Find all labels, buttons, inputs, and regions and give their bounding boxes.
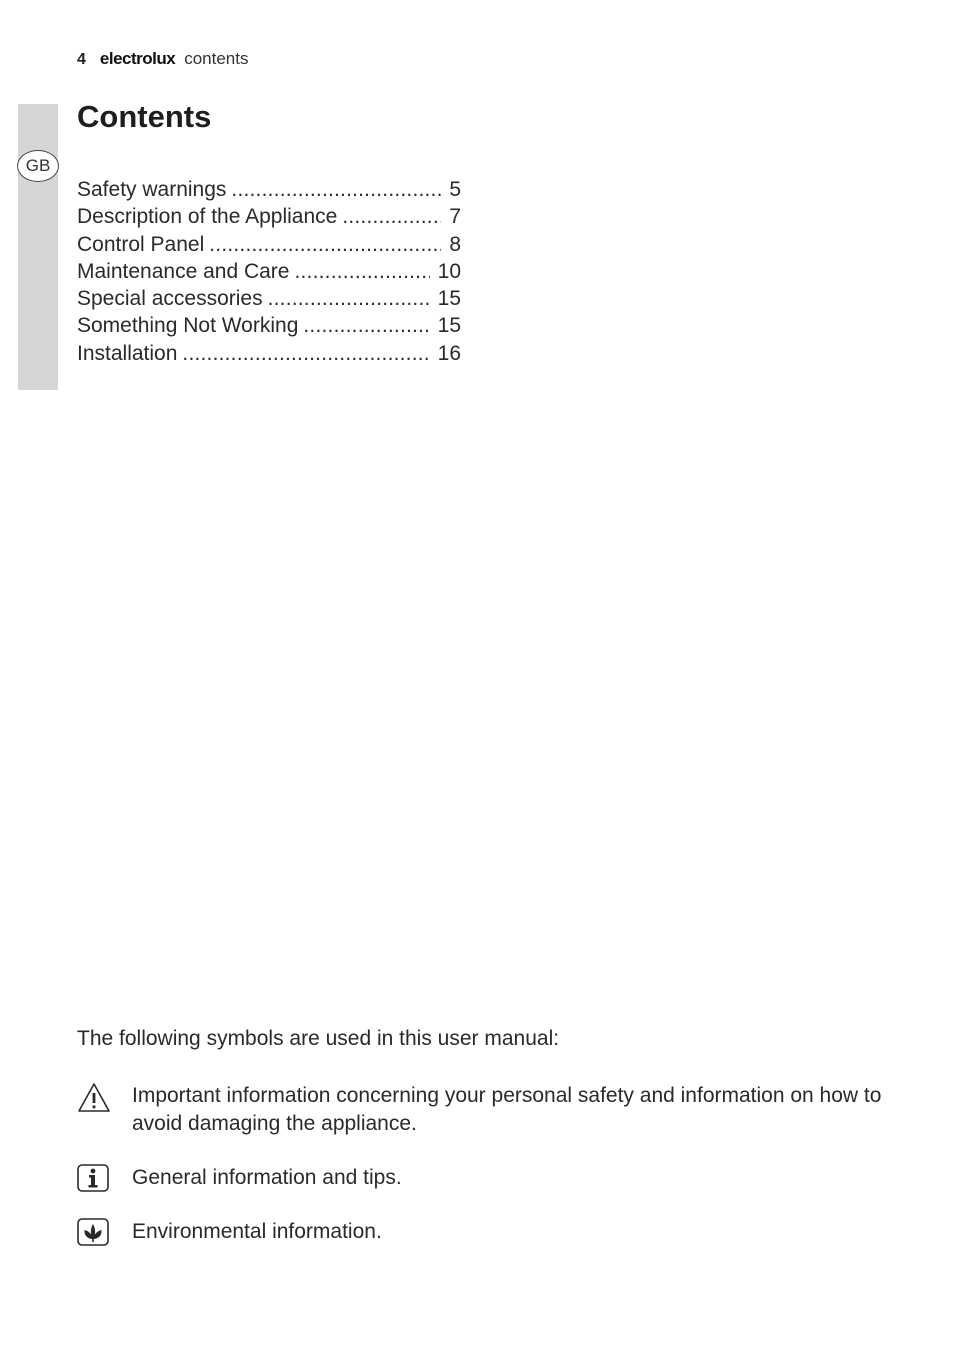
toc-entry-page: 16 xyxy=(437,341,461,365)
toc-entry-label: Control Panel xyxy=(77,232,205,256)
toc-dot-leader xyxy=(209,231,441,258)
toc-entry-page: 7 xyxy=(449,205,461,229)
page-header xyxy=(77,48,248,71)
page-title: Contents xyxy=(77,99,212,134)
toc-entry-page: 5 xyxy=(449,178,461,201)
language-side-bar xyxy=(18,104,58,390)
toc-dot-leader xyxy=(303,312,429,339)
symbol-text: Important information concerning your personal safety and information on how to avoid damaging the appliance. xyxy=(132,1084,882,1135)
toc-dot-leader xyxy=(231,176,441,203)
info-icon xyxy=(77,1164,109,1197)
symbol-text: Environmental information. xyxy=(132,1220,382,1243)
language-badge: GB xyxy=(17,150,59,182)
toc-entry-label: Special accessories xyxy=(77,287,263,311)
symbol-row-info xyxy=(77,1164,877,1196)
toc-entry-safety-warnings[interactable] xyxy=(77,176,461,203)
symbol-row-warning xyxy=(77,1082,882,1142)
table-of-contents xyxy=(77,176,461,367)
symbol-text: General information and tips. xyxy=(132,1166,402,1189)
toc-dot-leader xyxy=(182,340,429,367)
toc-entry-label: Maintenance and Care xyxy=(77,259,290,283)
toc-entry-installation[interactable] xyxy=(77,340,461,367)
toc-entry-page: 15 xyxy=(437,287,461,311)
symbols-intro: The following symbols are used in this user manual: xyxy=(77,1027,560,1050)
toc-entry-control-panel[interactable] xyxy=(77,231,461,258)
toc-dot-leader xyxy=(294,258,429,285)
symbol-row-environment xyxy=(77,1218,877,1250)
toc-entry-special-accessories[interactable] xyxy=(77,285,461,312)
toc-entry-label: Installation xyxy=(77,341,178,365)
brand-name: electrolux xyxy=(99,49,176,68)
toc-entry-page: 10 xyxy=(437,259,461,283)
toc-entry-label: Safety warnings xyxy=(77,178,227,201)
toc-entry-page: 8 xyxy=(449,232,461,256)
environment-icon xyxy=(77,1218,109,1251)
toc-entry-something-not-working[interactable] xyxy=(77,312,461,339)
toc-entry-label: Description of the Appliance xyxy=(77,205,338,229)
section-name: contents xyxy=(184,49,249,68)
warning-triangle-icon xyxy=(77,1082,111,1119)
toc-entry-page: 15 xyxy=(437,314,461,338)
toc-entry-label: Something Not Working xyxy=(77,314,299,338)
toc-dot-leader xyxy=(342,203,441,230)
page-number: 4 xyxy=(77,51,86,68)
toc-entry-description[interactable] xyxy=(77,203,461,230)
toc-entry-maintenance[interactable] xyxy=(77,258,461,285)
toc-dot-leader xyxy=(268,285,430,312)
